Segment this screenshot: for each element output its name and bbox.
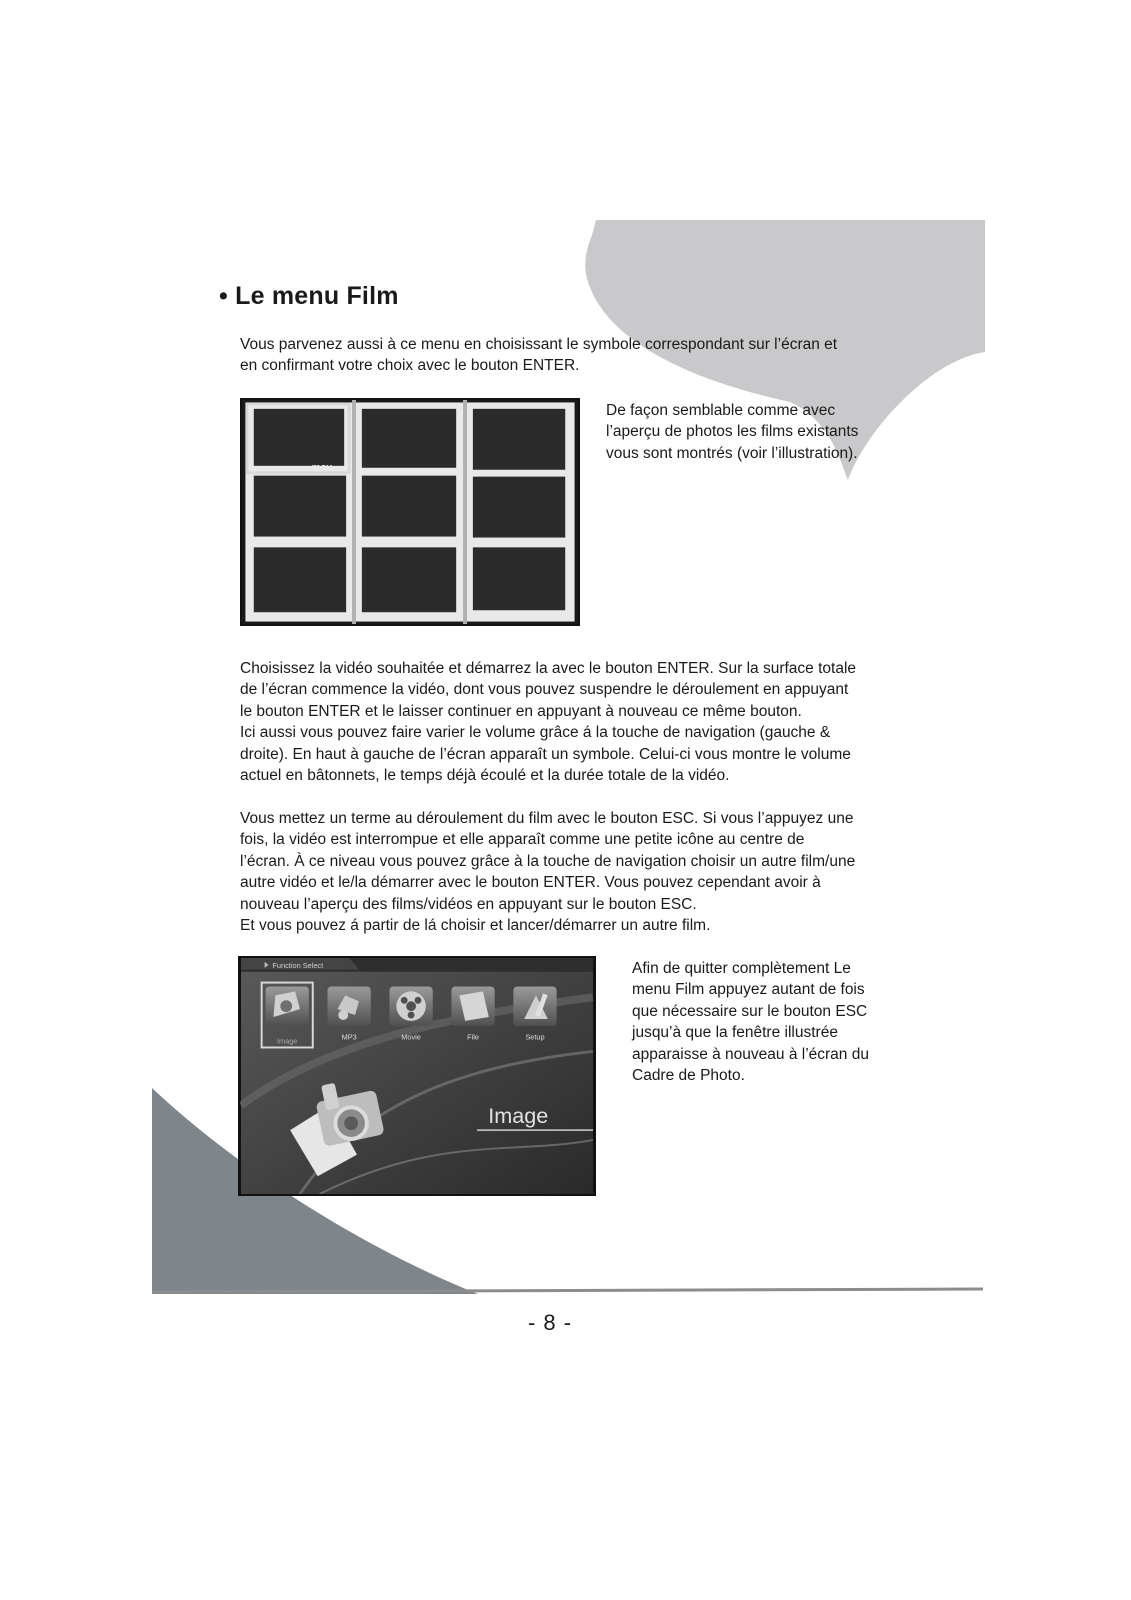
side-paragraph-2 bbox=[632, 958, 907, 1086]
text-line: droite). En haut à gauche de l’écran apparaît un symbole. Celui-ci vous montre le volume bbox=[240, 745, 851, 763]
title-text: Le menu Film bbox=[235, 282, 399, 310]
text-line: nouveau l’aperçu des films/vidéos en appuyant sur le bouton ESC. bbox=[240, 895, 697, 913]
text-line: de l’écran commence la vidéo, dont vous pouvez suspendre le déroulement en appuyant bbox=[240, 681, 849, 699]
page-number: - 8 - bbox=[527, 1310, 573, 1335]
thumbnail-grid bbox=[242, 400, 578, 624]
thumbnail-label: mov bbox=[311, 462, 332, 474]
thumbnail-cells bbox=[254, 409, 565, 612]
text-line: Vous mettez un terme au déroulement du film avec le bouton ESC. Si vous l’appuyez une bbox=[240, 810, 854, 827]
main-paragraph-1 bbox=[240, 658, 930, 786]
menu-item-label: File bbox=[467, 1032, 479, 1042]
text-line: Cadre de Photo. bbox=[632, 1067, 745, 1085]
text-line: l’écran. À ce niveau vous pouvez grâce à la touche de navigation choisir un autre film/une bbox=[240, 852, 856, 870]
text-line: Choisissez la vidéo souhaitée et démarrez la avec le bouton ENTER. Sur la surface totale bbox=[240, 660, 857, 677]
menu-big-label: Image bbox=[488, 1103, 549, 1129]
title-bullet: • bbox=[219, 282, 228, 310]
text-line: le bouton ENTER et le laisser continuer en appuyant à nouveau ce même bouton. bbox=[240, 702, 802, 720]
text-line: menu Film appuyez autant de fois bbox=[632, 981, 865, 999]
main-paragraph-2 bbox=[240, 808, 930, 936]
menu-item-label: Movie bbox=[401, 1032, 421, 1042]
text-line: Afin de quitter complètement Le bbox=[632, 960, 851, 977]
text-line: Ici aussi vous pouvez faire varier le volume grâce á la touche de navigation (gauche & bbox=[240, 724, 831, 742]
intro-paragraph bbox=[240, 334, 920, 377]
text-line: autre vidéo et le/la démarrer avec le bouton ENTER. Vous pouvez cependant avoir à bbox=[240, 874, 821, 892]
text-line: vous sont montrés (voir l’illustration). bbox=[606, 444, 858, 462]
text-line: en confirmant votre choix avec le bouton ENTER. bbox=[240, 357, 580, 375]
text-line: De façon semblable comme avec bbox=[606, 402, 836, 419]
function-select-screenshot bbox=[238, 956, 596, 1196]
text-line: fois, la vidéo est interrompue et elle apparaît comme une petite icône au centre de bbox=[240, 831, 805, 849]
text-line: Et vous pouvez á partir de lá choisir et lancer/démarrer un autre film. bbox=[240, 917, 711, 935]
text-line: que nécessaire sur le bouton ESC bbox=[632, 1002, 868, 1020]
text-line: jusqu’à que la fenêtre illustrée bbox=[632, 1024, 838, 1042]
menu-item-label: MP3 bbox=[341, 1032, 357, 1042]
menu-item-label: Setup bbox=[525, 1032, 545, 1042]
movie-thumbnail-screenshot bbox=[240, 398, 580, 626]
side-paragraph-1 bbox=[606, 400, 896, 464]
function-select-menu bbox=[240, 958, 594, 1194]
text-line: apparaisse à nouveau à l’écran du bbox=[632, 1045, 869, 1063]
text-line: actuel en bâtonnets, le temps déjà écoulé et la durée totale de la vidéo. bbox=[240, 767, 730, 785]
page-title bbox=[219, 282, 399, 311]
text-line: Vous parvenez aussi à ce menu en choisissant le symbole correspondant sur l’écran et bbox=[240, 336, 838, 353]
text-line: l’aperçu de photos les films existants bbox=[606, 423, 859, 441]
menu-item-label: Image bbox=[276, 1036, 298, 1046]
menu-header: Function Select bbox=[272, 960, 324, 970]
